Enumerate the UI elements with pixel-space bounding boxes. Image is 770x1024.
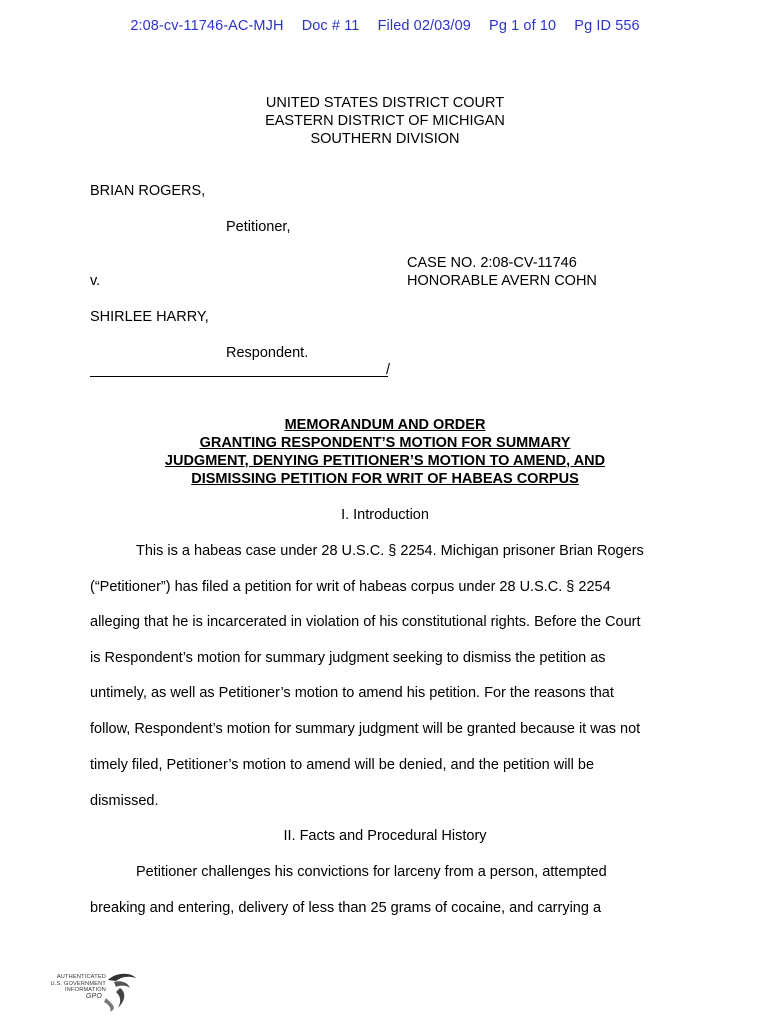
- header-filed-date: Filed 02/03/09: [377, 18, 471, 34]
- court-line-2: EASTERN DISTRICT OF MICHIGAN: [265, 113, 505, 129]
- gpo-line-1: AUTHENTICATED: [56, 974, 106, 980]
- body-line: breaking and entering, delivery of less than 25 grams of cocaine, and carrying a: [90, 900, 602, 916]
- judge-name: HONORABLE AVERN COHN: [407, 273, 597, 289]
- respondent-role: Respondent.: [226, 345, 309, 361]
- title-line-4: DISMISSING PETITION FOR WRIT OF HABEAS CORPUS: [191, 471, 579, 487]
- header-page-id: Pg ID 556: [574, 18, 640, 34]
- title-line-3: JUDGMENT, DENYING PETITIONER’S MOTION TO AMEND, AND: [164, 453, 606, 469]
- header-doc-number: Doc # 11: [301, 18, 360, 34]
- versus: v.: [90, 273, 101, 289]
- respondent-name: SHIRLEE HARRY,: [90, 309, 209, 325]
- body-line: follow, Respondent’s motion for summary judgment will be granted because it was not: [90, 721, 641, 737]
- case-number: CASE NO. 2:08-CV-11746: [407, 255, 577, 271]
- court-line-1: UNITED STATES DISTRICT COURT: [265, 95, 505, 111]
- body-line: untimely, as well as Petitioner’s motion to amend his petition. For the reasons that: [90, 685, 614, 701]
- header-page-count: Pg 1 of 10: [489, 18, 557, 34]
- body-line: Petitioner challenges his convictions for larceny from a person, attempted: [136, 864, 607, 880]
- title-line-1: MEMORANDUM AND ORDER: [284, 417, 486, 433]
- eagle-icon: [100, 970, 140, 1014]
- caption-divider-slash: /: [386, 362, 391, 378]
- petitioner-name: BRIAN ROGERS,: [90, 183, 206, 199]
- body-line: dismissed.: [90, 793, 159, 809]
- gpo-authentication-seal: [42, 970, 134, 1014]
- body-line: This is a habeas case under 28 U.S.C. § 2254. Michigan prisoner Brian Rogers: [136, 543, 644, 559]
- body-line: alleging that he is incarcerated in violation of his constitutional rights. Before the Court: [90, 614, 641, 630]
- section-heading-introduction: I. Introduction: [341, 507, 429, 523]
- body-line: is Respondent’s motion for summary judgment seeking to dismiss the petition as: [90, 650, 606, 666]
- gpo-line-3: INFORMATION: [65, 987, 106, 994]
- section-heading-facts: II. Facts and Procedural History: [283, 828, 487, 844]
- body-line: timely filed, Petitioner’s motion to amend will be denied, and the petition will be: [90, 757, 595, 773]
- court-line-3: SOUTHERN DIVISION: [310, 131, 460, 147]
- ecf-header-stamp: [0, 18, 770, 34]
- court-name-block: [0, 94, 770, 148]
- body-line: (“Petitioner”) has filed a petition for writ of habeas corpus under 28 U.S.C. § 2254: [90, 579, 611, 595]
- header-case-number: 2:08-cv-11746-AC-MJH: [130, 18, 284, 34]
- gpo-line-4: GPO: [85, 992, 102, 1000]
- caption-divider-line: [90, 376, 388, 377]
- gpo-seal-text: [42, 974, 106, 1000]
- document-title: [0, 416, 770, 488]
- title-line-2: GRANTING RESPONDENT’S MOTION FOR SUMMARY: [199, 435, 571, 451]
- petitioner-role: Petitioner,: [226, 219, 291, 235]
- gpo-line-2: U.S. GOVERNMENT: [50, 980, 106, 987]
